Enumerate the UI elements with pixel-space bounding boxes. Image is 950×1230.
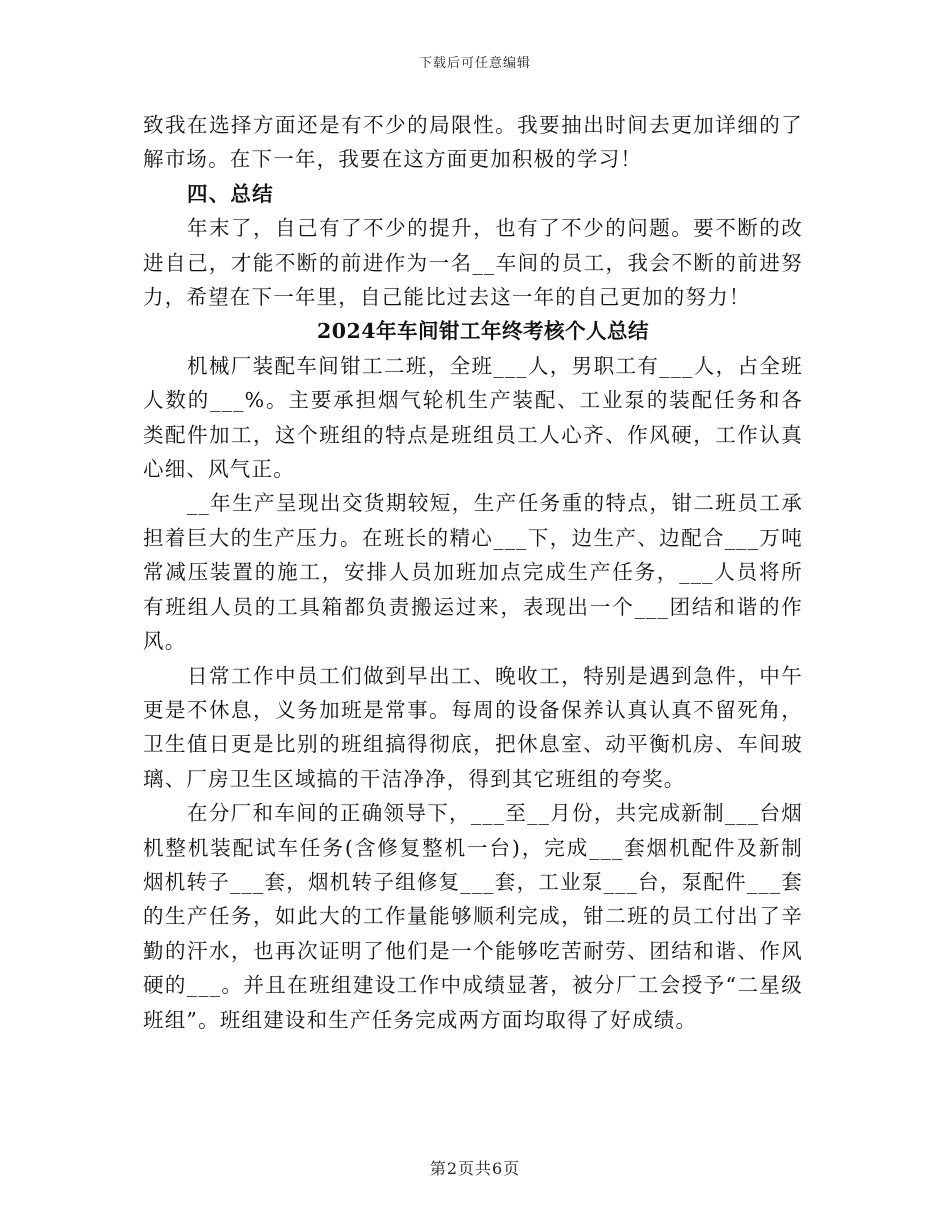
continued-paragraph: 致我在选择方面还是有不少的局限性。我要抽出时间去更加详细的了解市场。在下一年，我要在这方面更加积极的学习！ [143, 113, 803, 172]
body-paragraph-2: __年生产呈现出交货期较短，生产任务重的特点，钳二班员工承担着巨大的生产压力。在班长的精心___下，边生产、边配合___万吨常减压装置的施工，安排人员加班加点完成生产任务，___人员将所有班组人员的工具箱都负责搬运过来，表现出一个___团结和谐的作风。 [143, 491, 803, 654]
header-note: 下载后可任意编辑 [418, 56, 531, 71]
body-paragraph-1: 机械厂装配车间钳工二班，全班___人，男职工有___人，占全班人数的___%。主要承担烟气轮机生产装配、工业泵的装配任务和各类配件加工，这个班组的特点是班组员工人心齐、作风硬，工作认真心细、风气正。 [143, 353, 803, 482]
section-heading-summary: 四、总结 [187, 181, 274, 206]
body-paragraph-3: 日常工作中员工们做到早出工、晚收工，特别是遇到急件，中午更是不休息，义务加班是常事。每周的设备保养认真认真不留死角，卫生值日更是比别的班组搞得彻底，把休息室、动平衡机房、车间玻璃、厂房卫生区域搞的干洁净净，得到其它班组的夸奖。 [143, 663, 803, 791]
page-number: 第2页共6页 [429, 1159, 521, 1178]
summary-paragraph: 年末了，自己有了不少的提升，也有了不少的问题。要不断的改进自己，才能不断的前进作为一名__车间的员工，我会不断的前进努力，希望在下一年里，自己能比过去这一年的自己更加的努力！ [143, 216, 803, 310]
document-body [143, 108, 803, 1037]
body-paragraph-4: 在分厂和车间的正确领导下，___至__月份，共完成新制___台烟机整机装配试车任务(含修复整机一台)，完成___套烟机配件及新制烟机转子___套，烟机转子组修复___套，工业泵___台，泵配件___套的生产任务，如此大的工作量能够顺利完成，钳二班的员工付出了辛勤的汗水，也再次证明了他们是一个能够吃苦耐劳、团结和谐、作风硬的___。并且在班组建设工作中成绩显著，被分厂工会授予“二星级班组”。班组建设和生产任务完成两方面均取得了好成绩。 [143, 801, 803, 1032]
document-title: 2024年车间钳工年终考核个人总结 [316, 319, 650, 344]
